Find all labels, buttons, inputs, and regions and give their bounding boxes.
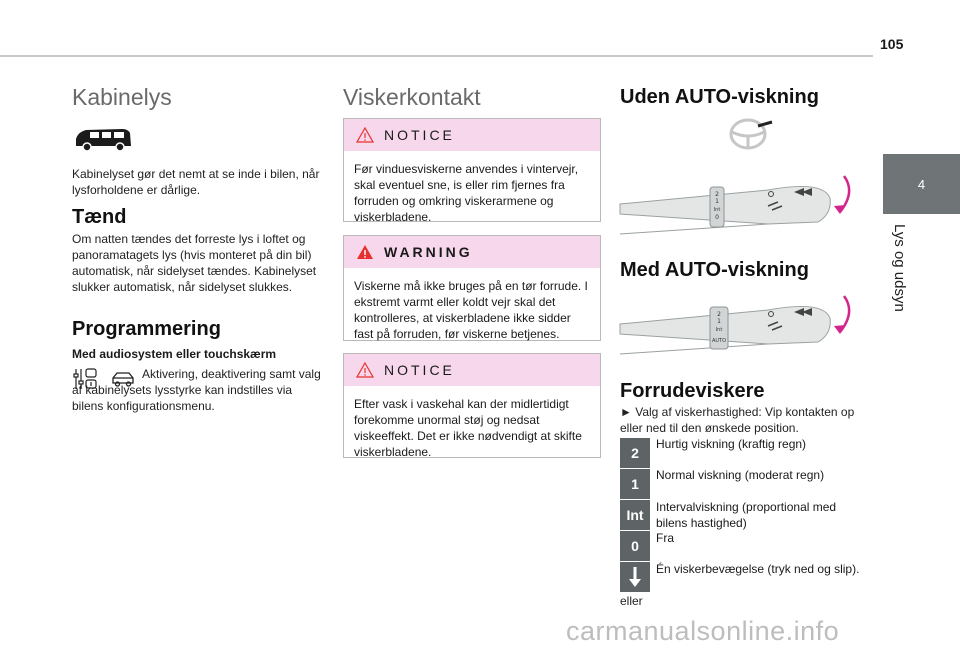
- stalk-label: Int: [715, 327, 723, 333]
- notice-text: Efter vask i vaskehal kan der midlertidigt forekomme unormal støj og nedsat viskeeffekt. Det er ikke nødvendigt at skifte viskerbladene.: [354, 397, 582, 459]
- viskerkontakt-heading: Viskerkontakt: [343, 84, 481, 110]
- taend-heading: Tænd: [72, 206, 127, 228]
- uden-auto-heading: Uden AUTO-viskning: [620, 86, 819, 108]
- van-icon: [72, 124, 134, 154]
- med-auto-heading: Med AUTO-viskning: [620, 259, 809, 281]
- notice-box-1: [343, 118, 601, 222]
- warning-triangle-outline-icon: [356, 127, 374, 143]
- steering-wheel-icon: [728, 116, 774, 152]
- position-int-icon: Int: [620, 500, 650, 530]
- forrudeviskere-intro: ► Valg af viskerhastighed: Vip kontakten op eller ned til den ønskede position.: [620, 405, 855, 435]
- stalk-label: Int: [713, 207, 721, 213]
- single-wipe-text: Én viskerbevægelse (tryk ned og slip).: [656, 562, 860, 576]
- position-0-icon: 0: [620, 531, 650, 561]
- taend-text: Om natten tændes det forreste lys i loftet og panoramatagets lys (hvis monteret på din bil) automatisk, når sidelyset tændes. Kabinelyset slukker automatisk, når sidelyset slukkes.: [72, 232, 317, 294]
- notice-text: Før vinduesviskerne anvendes i vintervejr, skal eventuel sne, is eller rim fjernes fra forruden og omkring viskerarmene og viskerbladene.: [354, 162, 579, 224]
- chapter-tab[interactable]: [883, 154, 960, 214]
- warning-text: Viskerne må ikke bruges på en tør forrude. I ekstremt varmt eller koldt vejr skal det kontrolleres, at viskerbladene ikke sidder fast på forruden, før viskerne betjenes.: [354, 279, 588, 341]
- stalk-label: 2: [717, 311, 721, 318]
- wiper-stalk-auto-illustration: [618, 292, 856, 364]
- watermark: carmanualsonline.info: [566, 616, 840, 646]
- programmering-text: Aktivering, deaktivering samt valg af kabinelysets lysstyrke kan indstilles via bilens konfigurationsmenu.: [72, 367, 321, 413]
- position-1-text: Normal viskning (moderat regn): [656, 468, 825, 482]
- chapter-number: 4: [917, 176, 926, 192]
- position-int-text: Intervalviskning (proportional med bilens hastighed): [656, 500, 837, 530]
- single-wipe-down-arrow-icon: [620, 562, 650, 592]
- notice-box-2: [343, 353, 601, 458]
- header-rule: [0, 55, 873, 57]
- chapter-title: Lys og udsyn: [891, 224, 908, 312]
- notice-header: [344, 119, 600, 151]
- position-2-icon: 2: [620, 438, 650, 468]
- position-0-text: Fra: [656, 531, 674, 545]
- page-number: 105: [880, 36, 904, 52]
- position-2-text: Hurtig viskning (kraftig regn): [656, 437, 807, 451]
- stalk-label: 0: [715, 214, 719, 221]
- position-1-icon: 1: [620, 469, 650, 499]
- kabinelys-heading: Kabinelys: [72, 84, 172, 110]
- warning-label: WARNING: [384, 244, 473, 260]
- notice-label: NOTICE: [384, 362, 455, 378]
- programmering-heading: Programmering: [72, 318, 221, 340]
- notice-label: NOTICE: [384, 127, 455, 143]
- programmering-subheading: Med audiosystem eller touchskærm: [72, 347, 277, 361]
- wiper-stalk-illustration: [618, 172, 856, 244]
- chapter-title-vertical: [883, 224, 913, 324]
- warning-header: [344, 236, 600, 268]
- stalk-label: 1: [717, 318, 721, 325]
- eller-text: eller: [620, 594, 643, 608]
- stalk-label: 1: [715, 198, 719, 205]
- forrudeviskere-heading: Forrudeviskere: [620, 380, 765, 402]
- stalk-label: AUTO: [711, 338, 727, 344]
- kabinelys-intro: Kabinelyset gør det nemt at se inde i bilen, når lysforholdene er dårlige.: [72, 167, 320, 197]
- warning-triangle-icon: [356, 244, 374, 260]
- stalk-label: 2: [715, 191, 719, 198]
- warning-box: [343, 235, 601, 341]
- warning-triangle-outline-icon: [356, 362, 374, 378]
- notice-header: [344, 354, 600, 386]
